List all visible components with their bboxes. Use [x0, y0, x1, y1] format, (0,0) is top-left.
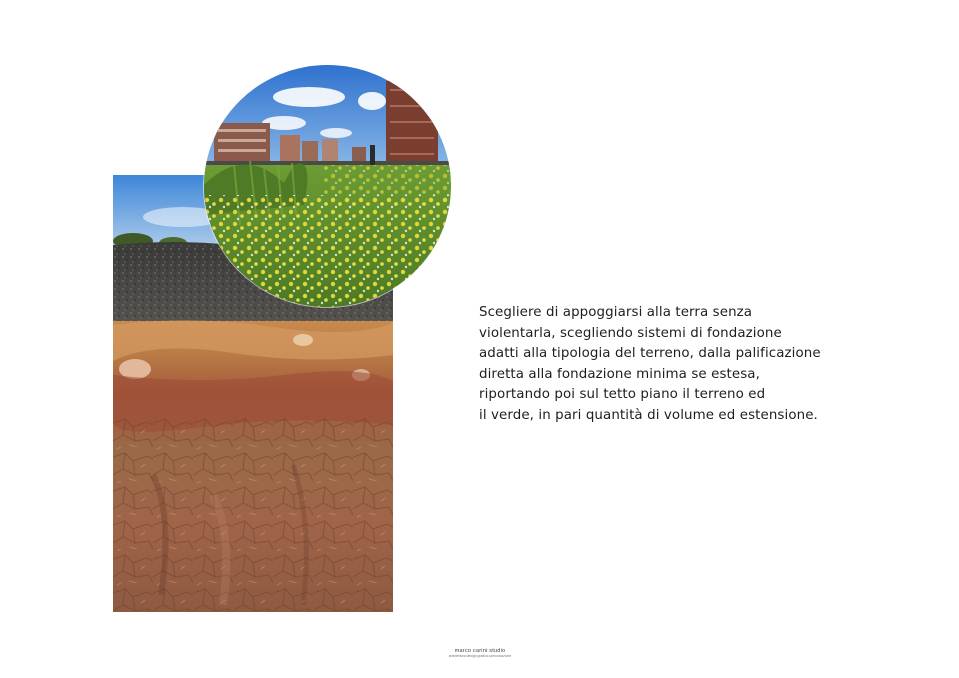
paragraph-line: Scegliere di appoggiarsi alla terra senza [479, 305, 753, 320]
paragraph-line: adatti alla tipologia del terreno, dalla palificazione [479, 346, 821, 362]
studio-logo [440, 648, 520, 658]
studio-name: marco carini studio [454, 648, 506, 654]
body-paragraph [479, 303, 859, 427]
paragraph-line: riportando poi sul tetto piano il terreno ed [479, 387, 766, 403]
paragraph-line: violentarla, scegliendo sistemi di fondazione [479, 325, 782, 341]
green-roof-photo [204, 65, 451, 307]
paragraph-line: diretta alla fondazione minima se estesa, [479, 366, 760, 382]
paragraph-line: il verde, in pari quantità di volume ed estensione. [479, 407, 818, 423]
studio-tagline: architettura design grafica comunicazione [448, 654, 512, 658]
